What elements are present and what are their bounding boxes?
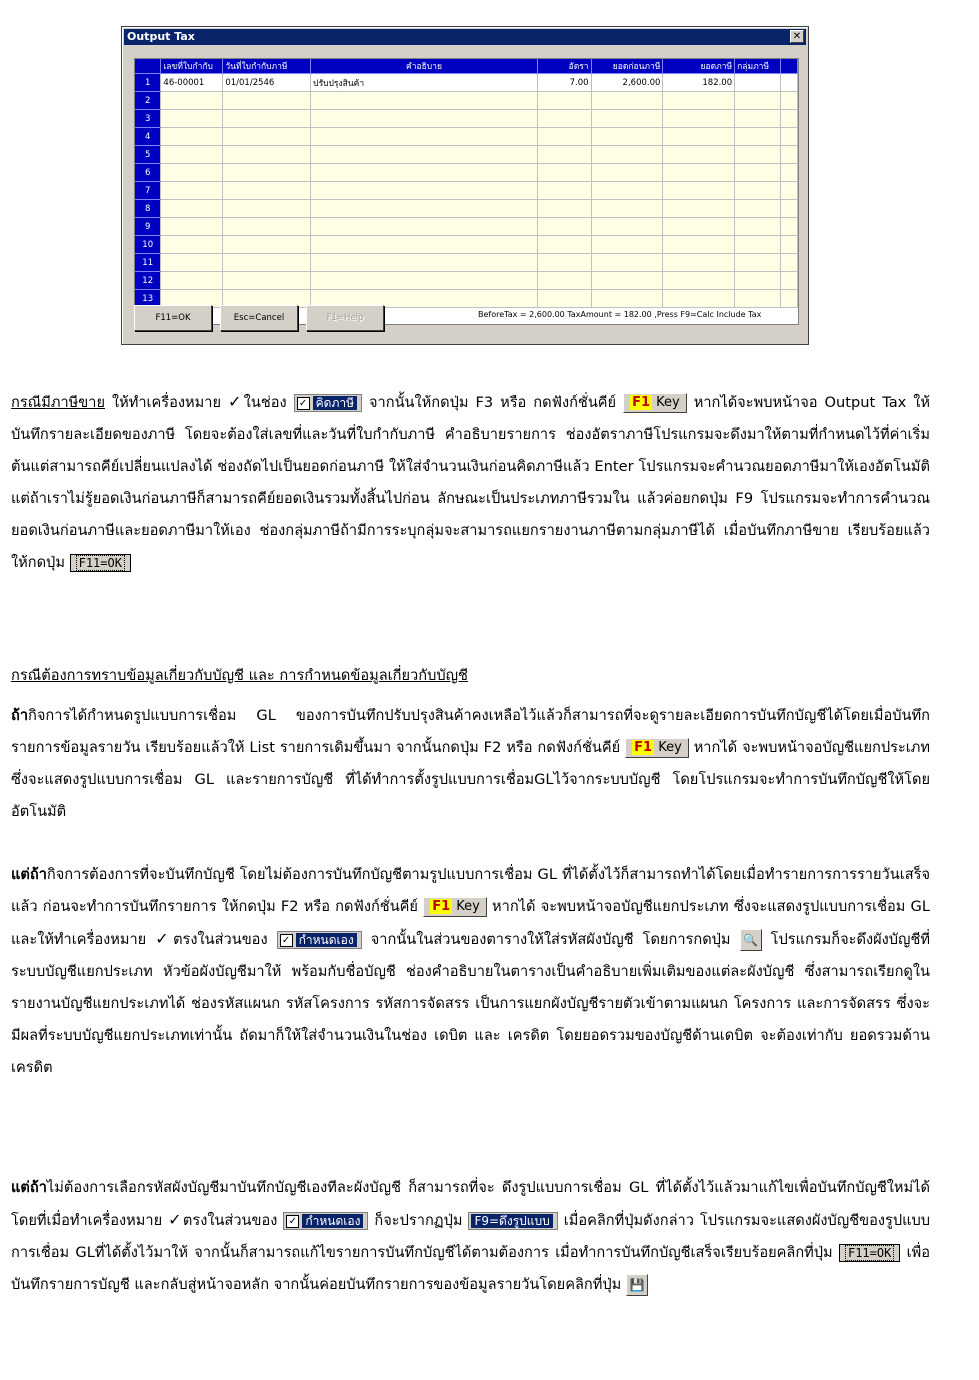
row-number: 13: [135, 290, 161, 308]
dialog-titlebar: [124, 29, 806, 45]
checkmark-icon: ✓: [168, 1210, 183, 1229]
f1-key-image: F1 Key: [625, 738, 689, 758]
row-number: 10: [135, 236, 161, 254]
table-row[interactable]: [135, 272, 798, 290]
row-number: 4: [135, 128, 161, 146]
table-row[interactable]: [135, 164, 798, 182]
table-row[interactable]: [135, 182, 798, 200]
search-icon: 🔍: [740, 929, 762, 951]
row-number: 8: [135, 200, 161, 218]
row-number: 1: [135, 74, 161, 92]
ok-button-image: F11=OK: [839, 1244, 900, 1262]
table-row[interactable]: [135, 128, 798, 146]
table-row[interactable]: [135, 92, 798, 110]
f1-key-image: F1 Key: [623, 393, 687, 413]
checkbox-check-icon: ✓: [280, 934, 293, 947]
set-self-checkbox: ✓ กำหนดเอง: [283, 1212, 368, 1230]
paragraph-gl-template: แต่ถ้าไม่ต้องการเลือกรหัสผังบัญชีมาบันทึกบัญชีเองทีละผังบัญชี ก็สามารถที่จะ ดึงรูปแบบการเชื่อม GL ที่ได้ตั้งไว้แล้วมาแก้ไขเพื่อบันทึกบัญชีใหม่ได้ โดยที่เมื่อทำเครื่องหมาย ✓ตรงในส่วนของ ✓ กำหนดเอง ก็จะปรากฏปุ่ม F9=ดึงรูปแบบ เมื่อคลิกที่ปุ่มดังกล่าว โปรแกรมจะแสดงผังบัญชีของรูปแบบการเชื่อม GLที่ได้ตั้งไว้มาให้ จากนั้นก็สามารถแก้ไขรายการบันทึกบัญชีได้ตามต้องการ เมื่อทำการบันทึกบัญชีเสร็จเรียบร้อยคลิกที่ปุ่ม F11=OK เพื่อบันทึกรายการบัญชี และกลับสู่หน้าจอหลัก จากนั้นค่อยบันทึกรายการของข้อมูลรายวันโดยคลิกที่ปุ่ม 💾: [11, 1172, 930, 1301]
grid-header: [135, 59, 798, 74]
section-heading: กรณีมีภาษีขาย: [11, 394, 105, 411]
row-number: 7: [135, 182, 161, 200]
cell-filler: [781, 74, 798, 92]
col-filler: [781, 59, 798, 74]
table-row[interactable]: [135, 218, 798, 236]
paragraph-output-tax: กรณีมีภาษีขาย ให้ทำเครื่องหมาย ✓ในช่อง ✓ คิดภาษี จากนั้นให้กดปุ่ม F3 หรือ กดฟังก์ชั่นคีย์ F1 Key หากได้จะพบหน้าจอ Output Tax ให้บันทึกรายละเอียดของภาษี โดยจะต้องใส่เลขที่และวันที่ใบกำกับภาษี คำอธิบายรายการ ช่องอัตราภาษีโปรแกรมจะดึงมาให้ตามที่กำหนดไว้ที่ค่าเริ่มต้นแต่สามารถคีย์เปลี่ยนแปลงได้ ช่องถัดไปเป็นยอดก่อนภาษี ให้ใส่จำนวนเงินก่อนคิดภาษีแล้ว Enter โปรแกรมจะคำนวณยอดภาษีมาให้เองอัตโนมัติ แต่ถ้าเราไม่รู้ยอดเงินก่อนภาษีก็สามารถคีย์ยอดเงินรวมทั้งสิ้นไปก่อน ลักษณะเป็นประเภทภาษีรวมใน แล้วค่อยกดปุ่ม F9 โปรแกรมจะทำการคำนวณยอดเงินก่อนภาษีและยอดภาษีมาให้เอง ช่องกลุ่มภาษีถ้ามีการระบุกลุ่มจะสามารถแยกรายงานภาษีตามกลุ่มภาษีได้ เมื่อบันทึกภาษีขาย เรียบร้อยแล้วให้กดปุ่ม F11=OK: [11, 392, 931, 571]
cell-invoice-no[interactable]: 46-00001: [161, 74, 223, 92]
checkbox-check-icon: ✓: [297, 397, 310, 410]
status-text: BeforeTax = 2,600.00 TaxAmount = 182.00 ,Press F9=Calc Include Tax: [478, 310, 762, 319]
cell-tax[interactable]: 182.00: [663, 74, 735, 92]
set-self-checkbox: ✓ กำหนดเอง: [277, 931, 362, 949]
cell-tax-group[interactable]: [735, 74, 781, 92]
ok-button-image: F11=OK: [70, 554, 131, 572]
col-rate: อัตรา: [537, 59, 591, 74]
checkbox-check-icon: ✓: [286, 1215, 299, 1228]
help-button[interactable]: F1=Help: [306, 305, 384, 331]
pull-template-button-image: F9=ดึงรูปแบบ: [468, 1212, 557, 1230]
dialog-title: Output Tax: [127, 30, 195, 43]
close-icon[interactable]: ✕: [790, 30, 804, 43]
tax-grid: [134, 58, 799, 325]
table-row[interactable]: [135, 236, 798, 254]
row-number: 6: [135, 164, 161, 182]
col-tax-group: กลุ่มภาษี: [735, 59, 781, 74]
table-row[interactable]: [135, 146, 798, 164]
f1-key-image: F1 Key: [423, 897, 487, 917]
row-number: 5: [135, 146, 161, 164]
table-row[interactable]: [135, 74, 798, 92]
row-number: 9: [135, 218, 161, 236]
checkmark-icon: ✓: [227, 392, 244, 411]
row-number: 2: [135, 92, 161, 110]
save-icon: 💾: [626, 1274, 648, 1296]
row-number: 12: [135, 272, 161, 290]
section-heading-account-info: กรณีต้องการทราบข้อมูลเกี่ยวกับบัญชี และ การกำหนดข้อมูลเกี่ยวกับบัญชี: [11, 667, 468, 684]
cell-invoice-date[interactable]: 01/01/2546: [223, 74, 311, 92]
checkmark-icon: ✓: [155, 929, 174, 948]
col-invoice-no: เลขที่ใบกำกับ: [161, 59, 223, 74]
cell-description[interactable]: ปรับปรุงสินค้า: [311, 74, 538, 92]
col-rownum: [135, 59, 161, 74]
col-invoice-date: วันที่ใบกำกับภาษี: [223, 59, 311, 74]
table-row[interactable]: [135, 200, 798, 218]
col-before-tax: ยอดก่อนภาษี: [591, 59, 663, 74]
paragraph-gl-view: ถ้ากิจการได้กำหนดรูปแบบการเชื่อม GL ของการบันทึกปรับปรุงสินค้าคงเหลือไว้แล้วก็สามารถที่จะดูรายละเอียดการบันทึกบัญชีได้โดยเมื่อบันทึกรายการข้อมูลรายวัน เรียบร้อยแล้วให้ List รายการเดิมขึ้นมา จากนั้นกดปุ่ม F2 หรือ กดฟังก์ชั่นคีย์ F1 Key หากได้ จะพบหน้าจอบัญชีแยกประเภท ซึ่งจะแสดงรูปแบบการเชื่อม GL และรายการบัญชี ที่ได้ทำการตั้งรูปแบบการเชื่อมGLไว้จากระบบบัญชี โดยโปรแกรมจะทำการบันทึกบัญชีให้โดยอัตโนมัติ: [11, 707, 931, 820]
ok-button[interactable]: F11=OK: [134, 305, 212, 331]
col-tax: ยอดภาษี: [663, 59, 735, 74]
paragraph-gl-manual: แต่ถ้ากิจการต้องการที่จะบันทึกบัญชี โดยไม่ต้องการบันทึกบัญชีตามรูปแบบการเชื่อม GL ที่ได้ตั้งไว้ก็สามารถทำได้โดยเมื่อทำรายการการรายวันเสร็จแล้ว ก่อนจะทำการบันทึกรายการ ให้กดปุ่ม F2 หรือ กดฟังก์ชั่นคีย์ F1 Key หากได้ จะพบหน้าจอบัญชีแยกประเภท ซึ่งจะแสดงรูปแบบการเชื่อม GL และให้ทำเครื่องหมาย ✓ตรงในส่วนของ ✓ กำหนดเอง จากนั้นในส่วนของตารางให้ใส่รหัสผังบัญชี โดยการกดปุ่ม 🔍 โปรแกรมก็จะดึงผังบัญชีที่ระบบบัญชีแยกประเภท หัวข้อผังบัญชีมาให้ พร้อมกับชื่อบัญชี ช่องคำอธิบายในตารางเป็นคำอธิบายเพิ่มเติมของแต่ละผังบัญชี ซึ่งสามารถเรียกดูในรายงานบัญชีแยกประเภทได้ ช่องรหัสแผนก รหัสโครงการ รหัสการจัดสรร เป็นการแยกผังบัญชีรายตัวเข้าตามแผนก โครงการ และการจัดสรร ซึ่งจะมีผลที่ระบบบัญชีแยกประเภทเท่านั้น ถัดมาก็ให้ใส่จำนวนเงินในช่อง เดบิต และ เครดิต โดยยอดรวมของบัญชีด้านเดบิต จะต้องเท่ากับ ยอดรวมด้านเครดิต: [11, 866, 931, 1076]
table-row[interactable]: [135, 110, 798, 128]
cell-before-tax[interactable]: 2,600.00: [591, 74, 663, 92]
col-description: คำอธิบาย: [311, 59, 538, 74]
cell-rate[interactable]: 7.00: [537, 74, 591, 92]
row-number: 3: [135, 110, 161, 128]
calc-tax-checkbox: ✓ คิดภาษี: [294, 394, 362, 412]
cancel-button[interactable]: Esc=Cancel: [220, 305, 298, 331]
table-row[interactable]: [135, 254, 798, 272]
output-tax-dialog: [121, 26, 809, 345]
row-number: 11: [135, 254, 161, 272]
